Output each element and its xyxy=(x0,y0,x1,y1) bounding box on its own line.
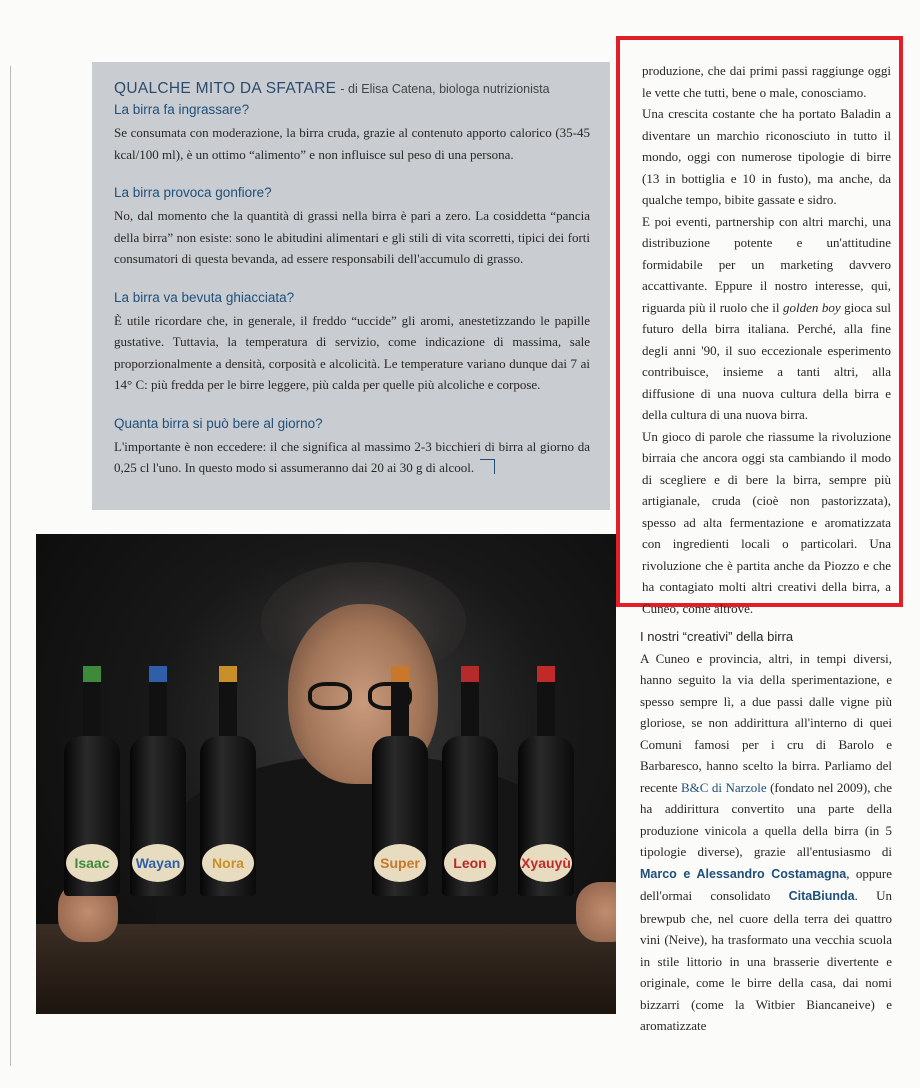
paragraph-text: . Un brewpub che, nel cuore della terra dei quattro vini (Neive), ha trasformato una vecchia scuola in stile littorio in una brasserie divertente e originale, come le birre della casa, dai nomi bizzarri (come la Witbier Biancaneive) e aromatizzate xyxy=(640,888,893,1033)
myth-question: La birra va bevuta ghiacciata? xyxy=(114,289,295,305)
beer-bottle xyxy=(130,666,186,896)
bottle-label: Xyauyù xyxy=(520,844,572,882)
myth-answer-text: L'importante è non eccedere: il che significa al massimo 2-3 bicchieri di birra al giorno da 0,25 cl l'uno. In questo modo si assumeranno dai 20 ai 30 g di alcool. xyxy=(114,438,590,475)
myth-answer: Se consumata con moderazione, la birra cruda, grazie al contenuto apporto calorico (35-45 kcal/100 ml), è un ottimo “alimento” e non influisce sul peso di una persona. xyxy=(114,125,590,162)
beer-bottle xyxy=(442,666,498,896)
myth-title-text: QUALCHE MITO DA SFATARE xyxy=(114,80,337,97)
beer-bottle xyxy=(518,666,574,896)
myth-item-2 xyxy=(114,183,590,270)
paragraph-text: , oppure dell'ormai consolidato xyxy=(640,865,892,903)
emphasis-text: golden boy xyxy=(782,299,841,315)
paragraph-text: A Cuneo e provincia, altri, in tempi diversi, hanno seguito la via della sperimentazione, e spesso sempre lì, a due passi dalle vigne più gloriose, se non addirittura all'interno di quei Comuni famosi per i cru di Barolo e Barbaresco, hanno scelto la birra. Parliamo del recente xyxy=(640,650,892,795)
paragraph: Una crescita costante che ha portato Baladin a diventare un marchio riconosciuto in tutto il mondo, oggi con numerose tipologie di birre (13 in bottiglia e 10 in fusto), ma anche, da qualche tempo, bibite gassate e sidro. xyxy=(642,106,891,207)
bottle-label: Isaac xyxy=(66,844,118,882)
myth-question: La birra provoca gonfiore? xyxy=(114,185,272,200)
brewery-name: CitaBiunda xyxy=(788,889,855,903)
beer-bottle xyxy=(372,666,428,896)
bottle-label: Wayan xyxy=(132,844,184,882)
creativi-section xyxy=(640,626,892,1037)
paragraph-text: E poi eventi, partnership con altri marchi, una distribuzione potente e un'attitudine formidabile per un marketing davvero accattivante. Eppure il nostro interesse, qui, riguarda più il ruolo che il xyxy=(642,213,891,315)
myth-box-title xyxy=(114,78,590,100)
bottle-label: Nora xyxy=(202,844,254,882)
myth-item-3 xyxy=(114,288,590,396)
myth-item-1 xyxy=(114,100,590,165)
paragraph xyxy=(642,211,891,426)
paragraph: Un gioco di parole che riassume la rivoluzione birraia che ancora oggi sta cambiando il modo di scegliere e di bere la birra, sempre più artigianale, cruda (cioè non pastorizzata), spesso ad alta fermentazione e aromatizzata con ingredienti locali o particolari. Una rivoluzione che è partita anche da Piozzo e che ha contagiato molti altri creativi della birra, a Cuneo, come altrove. xyxy=(642,428,891,616)
brewery-name: B&C di Narzole xyxy=(680,779,767,795)
bottle-label: Leon xyxy=(444,844,496,882)
page-gutter-line xyxy=(10,66,11,1066)
highlighted-text-column xyxy=(616,36,903,616)
myth-answer: È utile ricordare che, in generale, il freddo “uccide” gli aromi, anestetizzando le papille gustative. Tuttavia, la temperatura di servizio, come indicazione di massima, sale proporzionalmente a densità, corposità e alcolicità. Le temperature variano dunque dai 7 ai 14° C: più fredda per le birre leggere, più calda per quelle più alcoliche e corpose. xyxy=(114,312,590,392)
paragraph-text: (fondato nel 2009), che ha addirittura convertito una parte della produzione vinicola a quella della birra (in 5 tipologie diverse), grazie all'entusiasmo di xyxy=(640,779,892,859)
paragraph-text: gioca sul futuro della birra italiana. Perché, alla fine degli anni '90, il suo eccezionale esperimento contribuisce, insieme a tanti altri, alla diffusione di una nuova cultura della birra e della cultura di una nuova birra. xyxy=(642,299,891,422)
myth-byline: - di Elisa Catena, biologa nutrizionista xyxy=(340,82,550,96)
myth-sidebar-box xyxy=(92,62,610,510)
myth-question: Quanta birra si può bere al giorno? xyxy=(114,415,323,431)
myth-answer: No, dal momento che la quantità di grassi nella birra è pari a zero. La cosiddetta “pancia della birra” non esiste: sono le abitudini alimentari e gli stili di vita scorretti, tipici dei forti consumatori di questa bevanda, ad essere responsabili dell'accumulo di grasso. xyxy=(114,208,590,266)
beer-bottle xyxy=(64,666,120,896)
photo-hand-right xyxy=(576,882,616,942)
brewer-photo xyxy=(36,534,616,1014)
myth-question: La birra fa ingrassare? xyxy=(114,102,250,117)
beer-bottle xyxy=(200,666,256,896)
myth-item-4 xyxy=(114,414,590,479)
bottle-label: Super xyxy=(374,844,426,882)
end-of-article-icon xyxy=(480,459,495,474)
person-names: Marco e Alessandro Costamagna xyxy=(640,866,847,881)
paragraph: produzione, che dai primi passi raggiunge oggi le vette che tutti, bene o male, conosciamo. xyxy=(642,63,891,100)
myth-answer xyxy=(114,436,590,479)
section-heading: I nostri “creativi” della birra xyxy=(640,629,794,644)
photo-table xyxy=(36,924,616,1014)
paragraph xyxy=(640,648,892,1037)
